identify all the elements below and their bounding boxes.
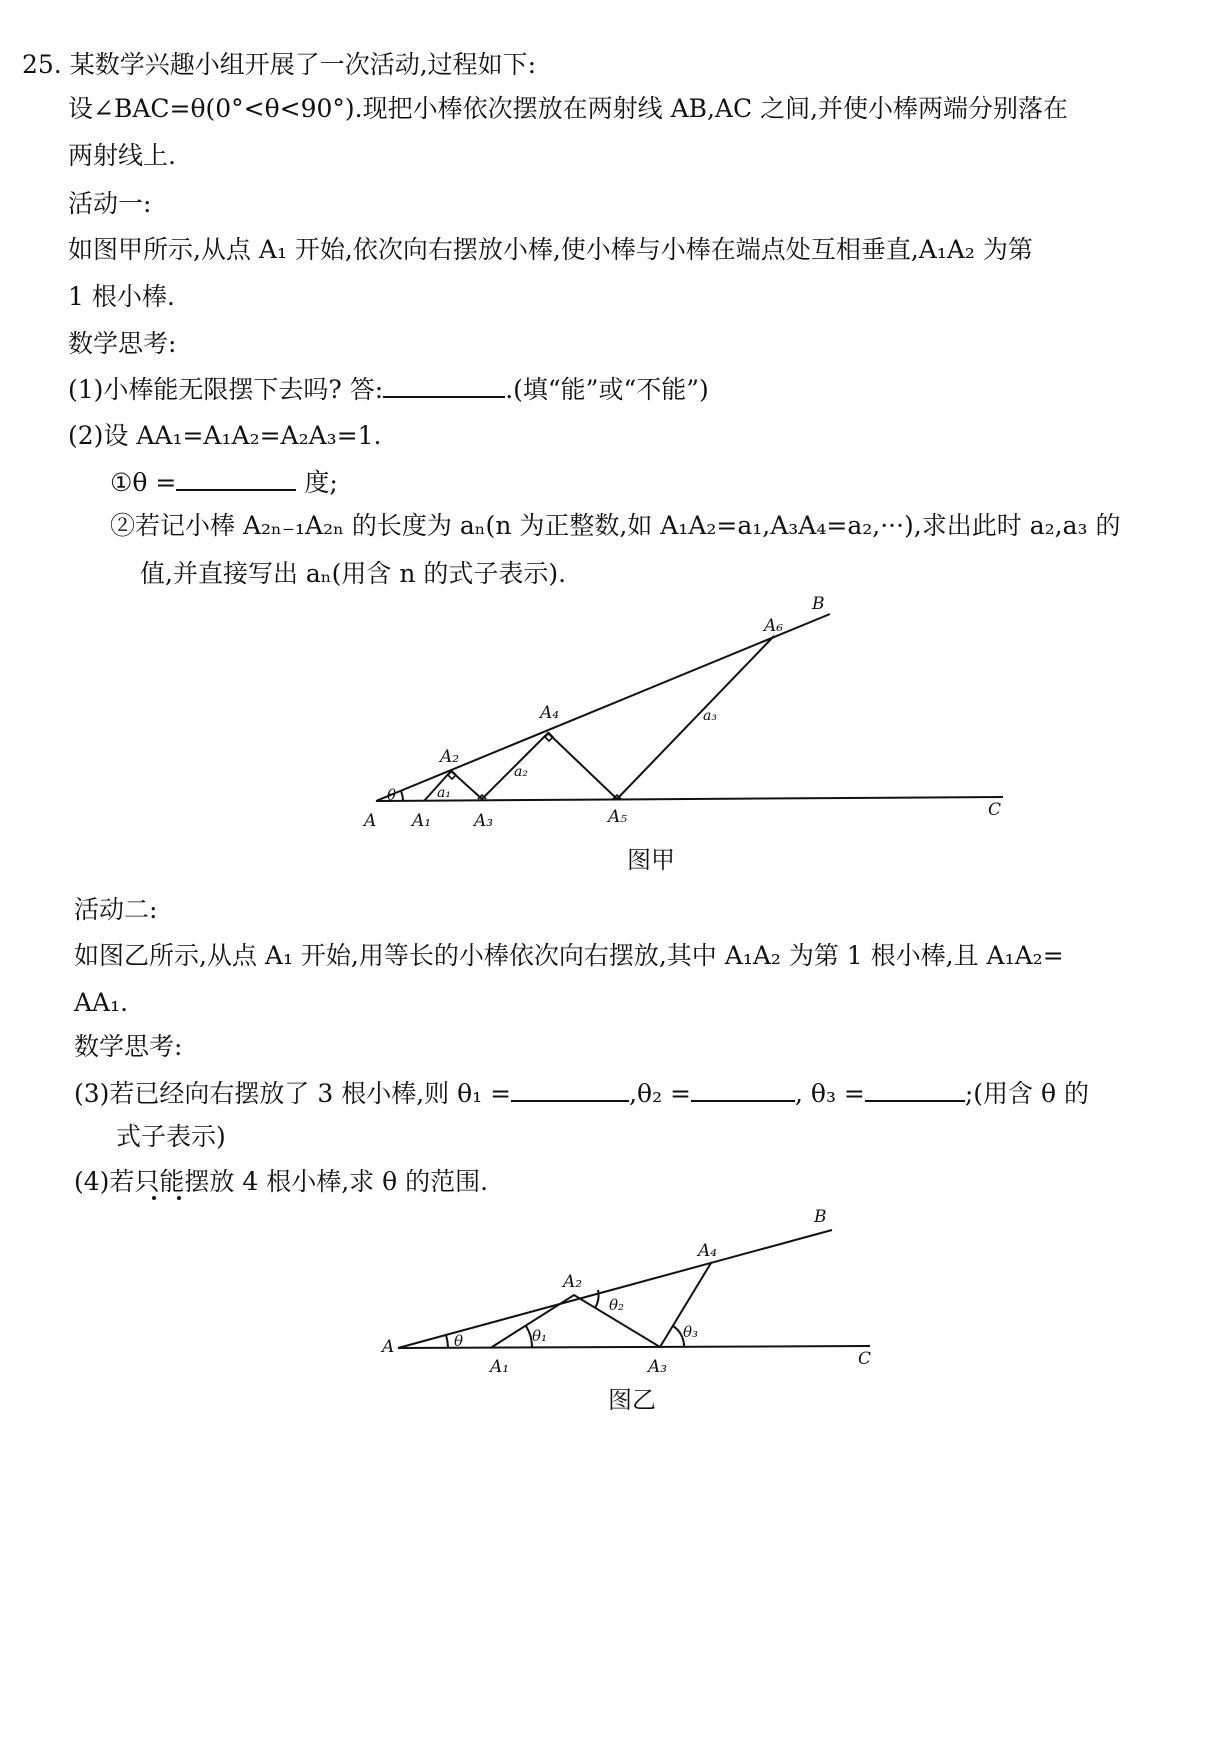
fig1-label-a2: A₂ — [440, 747, 460, 767]
fig1-label-a3: A₃ — [474, 811, 494, 831]
activity1-heading: 活动一: — [68, 189, 152, 218]
question-intro: 某数学兴趣小组开展了一次活动,过程如下: — [69, 50, 537, 79]
q2-1-prefix: ①θ = — [110, 468, 177, 497]
activity2-desc-line-2: AA₁. — [74, 988, 129, 1017]
fig2-label-a1: A₁ — [490, 1357, 510, 1377]
q3-mid-1: ,θ₂ = — [629, 1079, 691, 1108]
fig1-label-a6: A₆ — [764, 616, 784, 636]
q1-prefix: (1)小棒能无限摆下去吗? 答: — [68, 375, 384, 404]
fig1-label-a2-len: a₂ — [514, 764, 528, 780]
activity1-think-heading: 数学思考: — [68, 329, 177, 358]
q3-suffix: ;(用含 θ 的 — [964, 1079, 1089, 1108]
fig2-arc-theta — [446, 1335, 448, 1347]
figure-2-caption: 图乙 — [608, 1386, 656, 1414]
activity1-desc-line-1: 如图甲所示,从点 A₁ 开始,依次向右摆放小棒,使小棒与小棒在端点处互相垂直,A₁A₂ 为第 — [68, 235, 1033, 264]
question-2: (2)设 AA₁=A₁A₂=A₂A₃=1. — [68, 421, 382, 450]
setup-line-1: 设∠BAC=θ(0°<θ<90°).现把小棒依次摆放在两射线 AB,AC 之间,并使小棒两端分别落在 — [68, 94, 1069, 123]
activity2-desc-line-1: 如图乙所示,从点 A₁ 开始,用等长的小棒依次向右摆放,其中 A₁A₂ 为第 1 根小棒,且 A₁A₂= — [74, 941, 1064, 970]
fig2-label-theta1: θ₁ — [532, 1327, 548, 1345]
activity1-desc-line-2: 1 根小棒. — [68, 282, 175, 311]
activity2-think-heading: 数学思考: — [74, 1032, 183, 1061]
question-2-2-line-2: 值,并直接写出 aₙ(用含 n 的式子表示). — [140, 559, 567, 588]
q2-1-suffix: 度; — [304, 468, 338, 497]
fig1-label-a4: A₄ — [540, 703, 560, 723]
fig2-sticks — [492, 1263, 711, 1347]
q1-suffix: .(填“能”或“不能”) — [505, 375, 709, 404]
fig2-label-a4: A₄ — [698, 1241, 718, 1261]
fig2-label-a2: A₂ — [563, 1272, 583, 1292]
fig1-label-theta: θ — [387, 786, 397, 804]
setup-line-2: 两射线上. — [68, 141, 176, 170]
activity2-heading: 活动二: — [74, 895, 158, 924]
fig1-label-a1: A₁ — [412, 811, 432, 831]
fig1-label-b: B — [812, 594, 825, 614]
fig1-label-a3-len: a₃ — [703, 708, 717, 724]
fig1-label-c: C — [988, 800, 1002, 820]
fig2-label-theta2: θ₂ — [609, 1296, 625, 1314]
fig2-arc-theta2 — [595, 1290, 599, 1308]
fig2-label-a: A — [382, 1337, 395, 1357]
fig2-label-a3: A₃ — [648, 1357, 668, 1377]
q3-mid-2: , θ₃ = — [795, 1079, 865, 1108]
question-2-2-line-1: ②若记小棒 A₂ₙ₋₁A₂ₙ 的长度为 aₙ(n 为正整数,如 A₁A₂=a₁,A₃A₄=a₂,···),求出此时 a₂,a₃ 的 — [110, 511, 1121, 540]
fig2-label-theta3: θ₃ — [683, 1323, 699, 1341]
fig1-label-a1-len: a₁ — [437, 785, 451, 801]
fig1-label-a: A — [364, 811, 377, 831]
fig2-label-b: B — [814, 1207, 827, 1227]
question-4: (4)若只能摆放 4 根小棒,求 θ 的范围. — [74, 1167, 489, 1196]
fig2-ray-ac — [398, 1346, 870, 1348]
fig1-label-a5: A₅ — [608, 807, 628, 827]
q3-prefix: (3)若已经向右摆放了 3 根小棒,则 θ₁ = — [74, 1079, 512, 1108]
fig2-ray-ab — [398, 1230, 832, 1348]
question-3-line-2: 式子表示) — [116, 1122, 226, 1151]
question-number-text: 25. — [22, 50, 62, 79]
fig2-label-c: C — [858, 1349, 872, 1369]
figure-1-caption: 图甲 — [627, 846, 675, 874]
fig2-label-theta: θ — [454, 1332, 464, 1350]
